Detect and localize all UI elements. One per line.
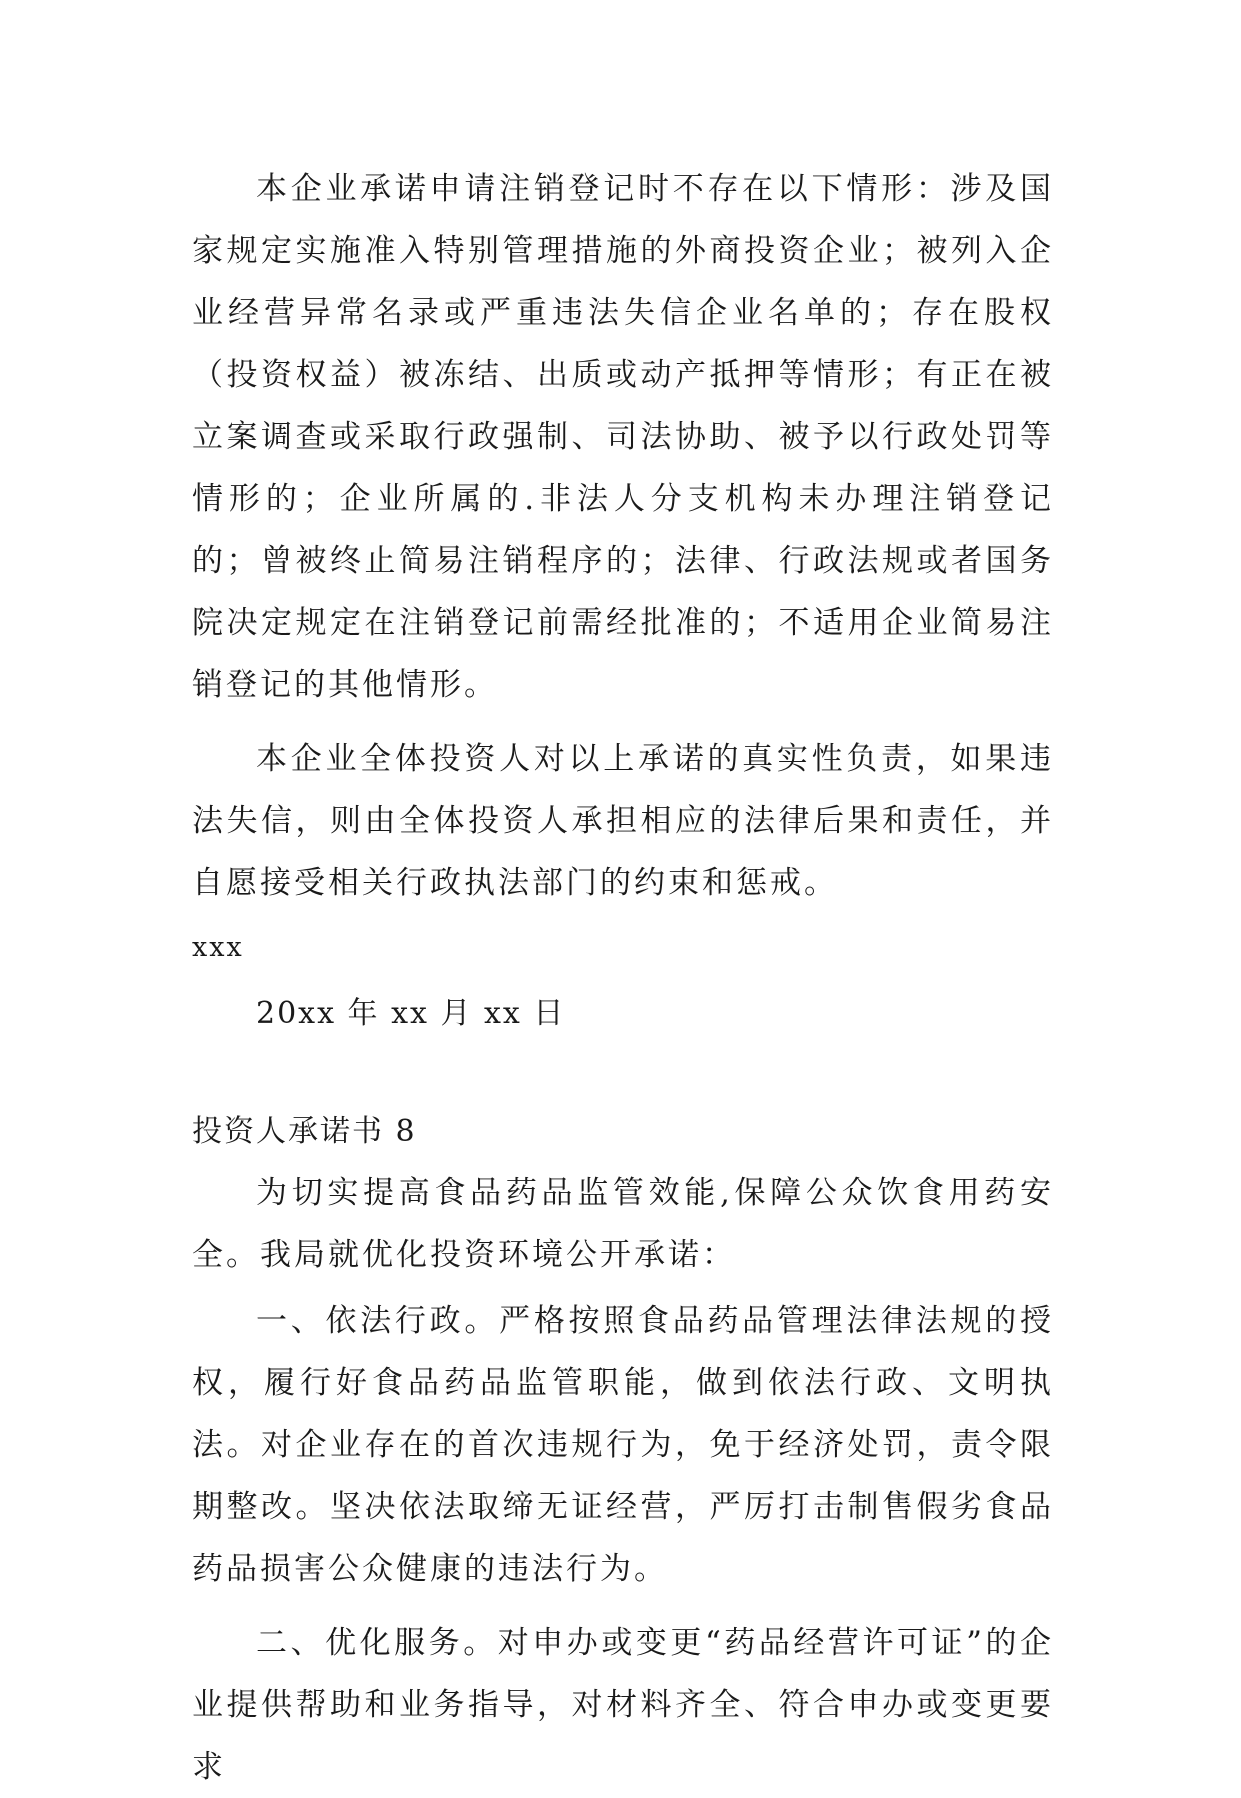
paragraph-optimized-service: 二、优化服务。对申办或变更“药品经营许可证”的企业提供帮助和业务指导，对材料齐全、符合申办或变更要求 bbox=[192, 1625, 1054, 1785]
signature: xxx bbox=[192, 932, 244, 963]
document-page bbox=[192, 158, 1054, 1798]
section-title: 投资人承诺书 8 bbox=[192, 1114, 417, 1149]
paragraph-commitment-intro: 为切实提高食品药品监管效能,保障公众饮食用药安全。我局就优化投资环境公开承诺： bbox=[192, 1175, 1054, 1273]
paragraph-lawful-administration: 一、依法行政。严格按照食品药品管理法律法规的授权，履行好食品药品监管职能，做到依法行政、文明执法。对企业存在的首次违规行为，免于经济处罚，责令限期整改。坚决依法取缔无证经营，严厉打击制售假劣食品药品损害公众健康的违法行为。 bbox=[192, 1303, 1054, 1587]
date-line: 20xx 年 xx 月 xx 日 bbox=[256, 996, 566, 1031]
paragraph-cancellation-conditions: 本企业承诺申请注销登记时不存在以下情形：涉及国家规定实施准入特别管理措施的外商投资企业；被列入企业经营异常名录或严重违法失信企业名单的；存在股权（投资权益）被冻结、出质或动产抵押等情形；有正在被立案调查或采取行政强制、司法协助、被予以行政处罚等情形的；企业所属的.非法人分支机构未办理注销登记的；曾被终止简易注销程序的；法律、行政法规或者国务院决定规定在注销登记前需经批准的；不适用企业简易注销登记的其他情形。 bbox=[192, 171, 1054, 703]
paragraph-investor-responsibility: 本企业全体投资人对以上承诺的真实性负责，如果违法失信，则由全体投资人承担相应的法律后果和责任，并自愿接受相关行政执法部门的约束和惩戒。 bbox=[192, 741, 1054, 901]
